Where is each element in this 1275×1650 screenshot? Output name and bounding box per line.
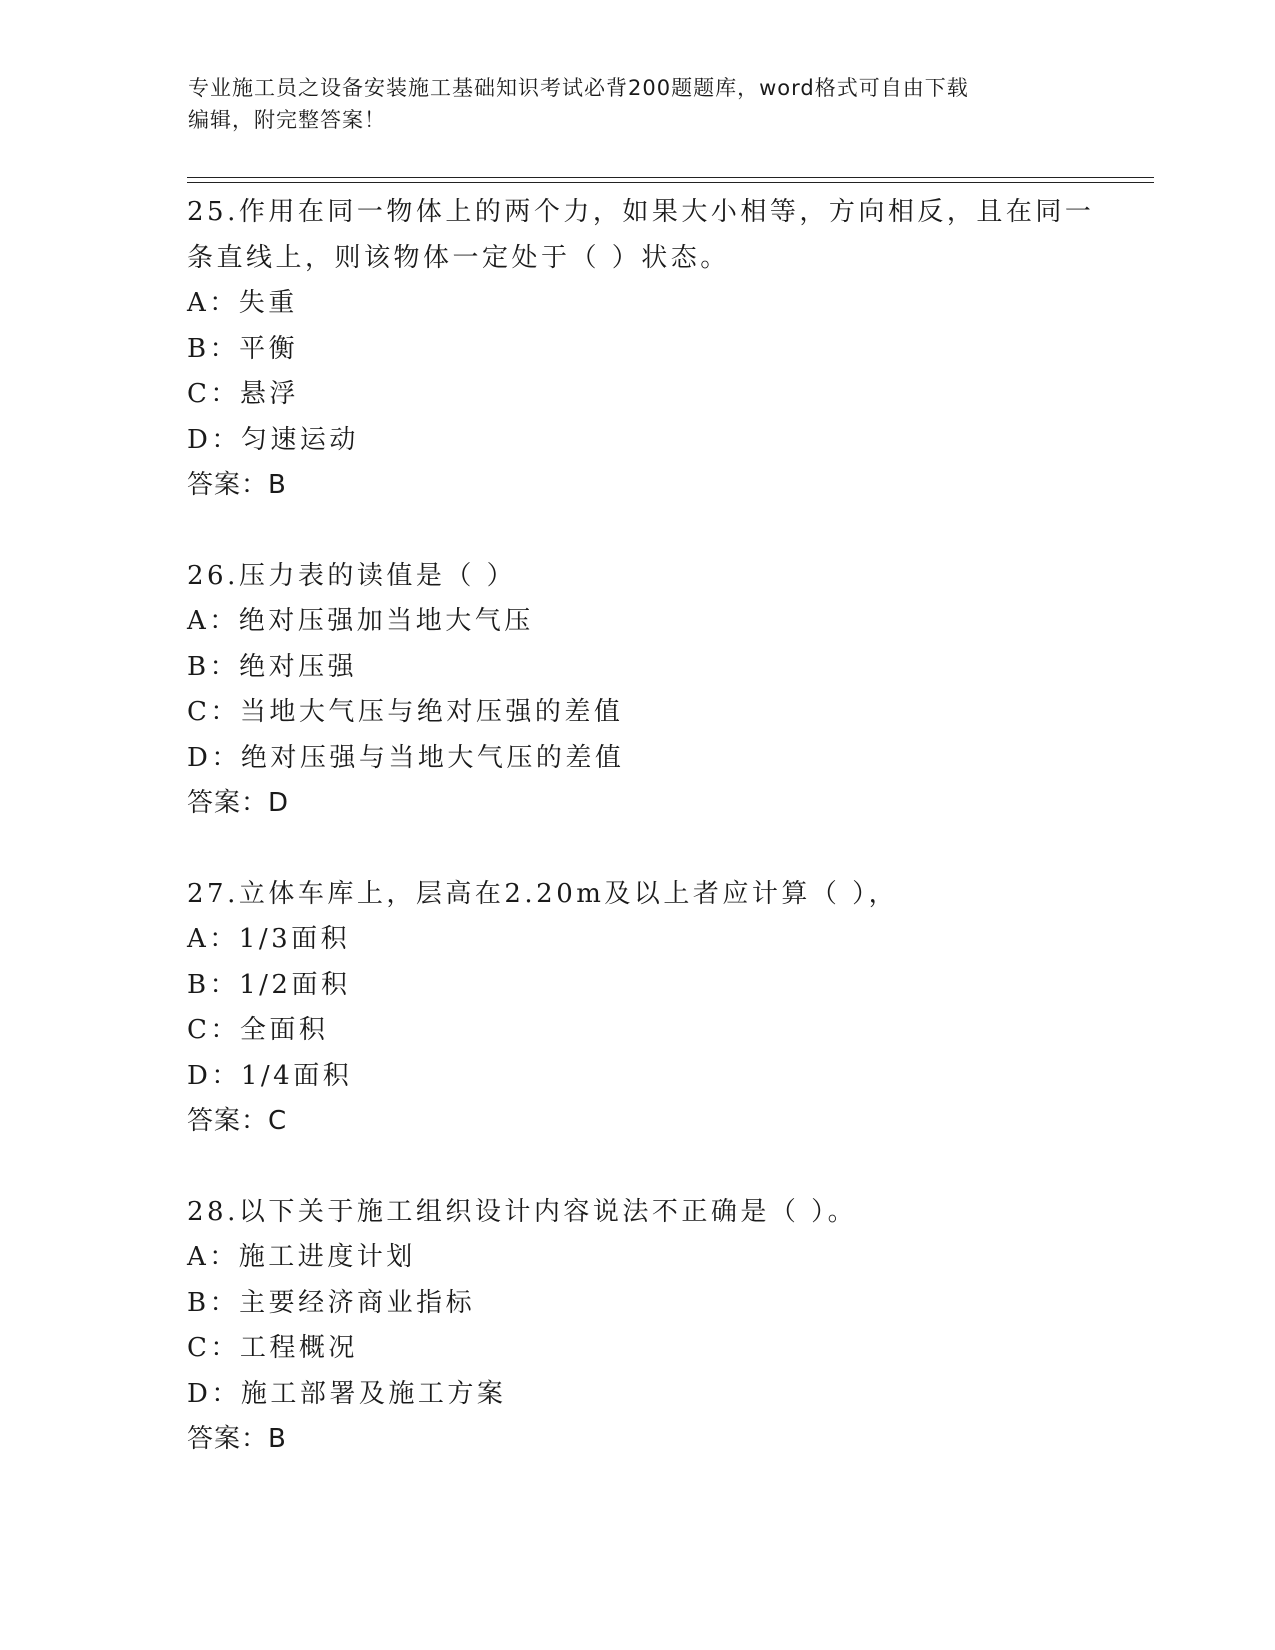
- option-letter: C：: [187, 697, 240, 727]
- document-header: [188, 72, 1088, 136]
- option-text: 1/4面积: [240, 1060, 353, 1091]
- option-text: 1/3面积: [238, 924, 351, 954]
- option-b: [187, 1281, 1087, 1327]
- question-25: [187, 190, 1095, 509]
- option-letter: C：: [187, 379, 240, 409]
- header-divider-bottom: [187, 182, 1154, 183]
- answer-label: 答案：D: [187, 788, 290, 818]
- answer-label: 答案：C: [187, 1106, 288, 1136]
- option-text: 1/2面积: [239, 969, 351, 1000]
- answer-label: 答案：B: [187, 470, 287, 500]
- option-letter: C：: [187, 1015, 240, 1045]
- option-letter: A：: [187, 288, 239, 318]
- option-text: 绝对压强与当地大气压的差值: [240, 742, 625, 773]
- option-letter: A：: [187, 606, 239, 636]
- option-b: [187, 645, 1087, 691]
- question-27: [187, 872, 1087, 1145]
- option-text: 主要经济商业指标: [239, 1287, 476, 1318]
- option-d: [187, 418, 1087, 464]
- header-title-line-1: 专业施工员之设备安装施工基础知识考试必背200题题库，word格式可自由下载: [188, 76, 969, 100]
- option-letter: B：: [187, 969, 240, 1000]
- option-b: [187, 963, 1087, 1009]
- question-stem-line: 25.作用在同一物体上的两个力，如果大小相等，方向相反，且在同一: [187, 197, 1095, 227]
- option-text: 全面积: [239, 1015, 329, 1045]
- header-title-line-2: 编辑，附完整答案！: [188, 108, 386, 132]
- option-text: 绝对压强: [239, 651, 358, 682]
- option-text: 失重: [238, 288, 298, 318]
- option-letter: D：: [187, 1378, 241, 1409]
- option-c: [187, 690, 1087, 736]
- option-a: [187, 599, 1087, 645]
- option-letter: D：: [187, 742, 241, 773]
- question-list: [187, 190, 1095, 1508]
- question-stem-line: 28.以下关于施工组织设计内容说法不正确是（ ）。: [187, 1196, 858, 1227]
- option-letter: D：: [187, 424, 241, 455]
- question-28: [187, 1190, 1087, 1463]
- option-text: 绝对压强加当地大气压: [238, 606, 534, 636]
- question-stem-line: 27.立体车库上，层高在2.20m及以上者应计算（ ），: [187, 878, 899, 909]
- question-stem-line: 26.压力表的读值是（ ）: [187, 560, 517, 591]
- option-text: 工程概况: [239, 1333, 358, 1363]
- option-text: 平衡: [239, 333, 299, 364]
- option-letter: B：: [187, 1287, 240, 1318]
- question-stem-line: 条直线上，则该物体一定处于（ ）状态。: [187, 242, 730, 273]
- option-letter: A：: [187, 924, 239, 954]
- option-d: [187, 736, 1087, 782]
- option-a: [187, 281, 1087, 327]
- option-text: 施工进度计划: [238, 1242, 416, 1272]
- option-d: [187, 1054, 1087, 1100]
- option-c: [187, 372, 1087, 418]
- question-26: [187, 554, 1087, 827]
- option-a: [187, 1235, 1087, 1281]
- option-text: 悬浮: [239, 379, 299, 409]
- option-b: [187, 327, 1087, 373]
- option-letter: B：: [187, 651, 240, 682]
- option-d: [187, 1372, 1087, 1418]
- header-divider-top: [187, 177, 1154, 178]
- answer-label: 答案：B: [187, 1424, 287, 1454]
- option-text: 当地大气压与绝对压强的差值: [239, 697, 624, 727]
- option-letter: B：: [187, 333, 240, 364]
- option-text: 施工部署及施工方案: [240, 1378, 507, 1409]
- option-c: [187, 1326, 1087, 1372]
- option-c: [187, 1008, 1087, 1054]
- option-a: [187, 917, 1087, 963]
- option-text: 匀速运动: [240, 424, 359, 455]
- option-letter: C：: [187, 1333, 240, 1363]
- option-letter: D：: [187, 1060, 241, 1091]
- option-letter: A：: [187, 1242, 239, 1272]
